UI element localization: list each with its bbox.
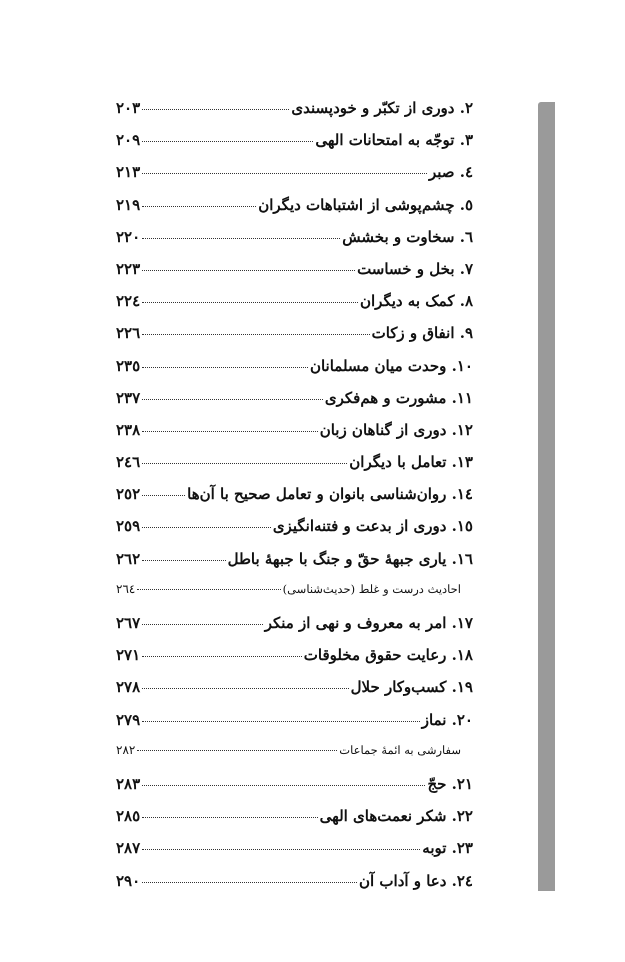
toc-entry[interactable]: [116, 678, 473, 710]
toc-entry-title: ۱۲. دوری از گناهان زبان: [319, 420, 473, 439]
dot-leader: [142, 334, 369, 335]
toc-entry[interactable]: [116, 711, 473, 743]
toc-entry-title: ۲. دوری از تکبّر و خودپسندی: [291, 99, 473, 117]
dot-leader: [142, 206, 256, 207]
dot-leader: [142, 431, 318, 432]
toc-entry-title: ۱٤. روان‌شناسی بانوان و تعامل صحیح با آن‌ها: [187, 485, 473, 504]
toc-entry-title: ۱۱. مشورت و هم‌فکری: [324, 388, 473, 407]
toc-entry-page-number: ۲٦۲: [116, 549, 141, 568]
toc-entry[interactable]: [116, 163, 473, 195]
toc-entry-title: ۳. توجّه به امتحانات الهی: [315, 131, 473, 150]
toc-entry-title: ۲۰. نماز: [421, 710, 473, 729]
toc-subentry[interactable]: [116, 582, 473, 614]
toc-entry-title: ۸. کمک به دیگران: [359, 292, 473, 311]
toc-entry[interactable]: [116, 517, 473, 549]
dot-leader: [142, 688, 348, 689]
toc-entry-title: ۱۷. امر به معروف و نهی از منکر: [264, 614, 473, 632]
toc-entry-page-number: ۲۷۸: [116, 678, 141, 697]
page-edge-bar: [538, 102, 555, 891]
toc-entry-title: ۱۹. کسب‌وکار حلال: [350, 678, 473, 697]
toc-entry-title: ۲۱. حجّ: [427, 774, 473, 793]
toc-entry-title: ٦. سخاوت و بخشش: [342, 227, 473, 246]
toc-entry-page-number: ۲۳٥: [116, 356, 141, 375]
toc-entry-title: ۷. بخل و خساست: [357, 259, 473, 278]
toc-entry-title: سفارشی به ائمهٔ جماعات: [339, 742, 461, 757]
dot-leader: [137, 750, 337, 751]
toc-entry[interactable]: [116, 614, 473, 646]
toc-entry-page-number: ۲۲٦: [116, 324, 141, 343]
dot-leader: [142, 463, 347, 464]
toc-entry-page-number: ۲۸۷: [116, 839, 141, 858]
toc-entry[interactable]: [116, 550, 473, 582]
toc-entry[interactable]: [116, 872, 473, 904]
toc-entry-page-number: ۲٤٦: [116, 453, 141, 472]
toc-entry[interactable]: [116, 389, 473, 421]
dot-leader: [142, 238, 340, 239]
toc-entry[interactable]: [116, 839, 473, 871]
dot-leader: [142, 399, 323, 400]
toc-entry[interactable]: [116, 485, 473, 517]
toc-entry-page-number: ۲۲٤: [116, 292, 141, 311]
table-of-contents: [116, 99, 473, 904]
toc-entry-title: ۱٥. دوری از بدعت و فتنه‌انگیزی: [272, 517, 473, 536]
toc-entry-page-number: ۲۱۹: [116, 195, 141, 214]
toc-entry-title: ۱۳. تعامل با دیگران: [349, 453, 473, 472]
toc-entry[interactable]: [116, 228, 473, 260]
dot-leader: [142, 560, 225, 561]
toc-entry-title: ۱۰. وحدت میان مسلمانان: [309, 356, 473, 375]
toc-entry-title: ٤. صبر: [428, 163, 473, 182]
dot-leader: [142, 785, 425, 786]
toc-entry-page-number: ۲۱۳: [116, 163, 141, 182]
toc-entry[interactable]: [116, 453, 473, 485]
toc-entry[interactable]: [116, 646, 473, 678]
toc-entry-page-number: ۲۳۷: [116, 388, 141, 407]
toc-entry-title: ۱٦. یاری جبههٔ حقّ و جنگ با جبههٔ باطل: [227, 549, 473, 568]
toc-entry-page-number: ۲۸٥: [116, 807, 141, 826]
toc-entry-title: ۲۲. شکر نعمت‌های الهی: [319, 807, 473, 826]
toc-entry-page-number: ۲۸۳: [116, 774, 141, 793]
toc-entry[interactable]: [116, 357, 473, 389]
toc-entry[interactable]: [116, 324, 473, 356]
toc-entry[interactable]: [116, 292, 473, 324]
dot-leader: [142, 141, 313, 142]
toc-entry-title: ٥. چشم‌پوشی از اشتباهات دیگران: [258, 195, 473, 214]
toc-entry-page-number: ۲۸۲: [116, 742, 136, 757]
dot-leader: [142, 270, 355, 271]
toc-entry[interactable]: [116, 807, 473, 839]
toc-entry-page-number: ۲٥۹: [116, 517, 141, 536]
dot-leader: [142, 173, 427, 174]
toc-entry-page-number: ۲٥۲: [116, 485, 141, 504]
toc-entry-page-number: ۲۳۸: [116, 420, 141, 439]
dot-leader: [142, 367, 308, 368]
toc-entry-title: ۲٤. دعا و آداب آن: [359, 871, 473, 890]
toc-entry-page-number: ۲٦۷: [116, 614, 141, 632]
toc-entry-page-number: ۲٦٤: [116, 581, 136, 596]
toc-subentry[interactable]: [116, 743, 473, 775]
dot-leader: [142, 817, 317, 818]
toc-entry[interactable]: [116, 131, 473, 163]
dot-leader: [142, 109, 289, 110]
dot-leader: [137, 589, 280, 590]
toc-entry-page-number: ۲۲۰: [116, 227, 141, 246]
toc-entry-page-number: ۲۰۹: [116, 131, 141, 150]
dot-leader: [142, 495, 185, 496]
toc-entry-title: ۹. انفاق و زکات: [371, 324, 473, 343]
toc-entry-title: ۲۳. توبه: [422, 839, 473, 858]
toc-entry[interactable]: [116, 421, 473, 453]
toc-entry-page-number: ۲۷۱: [116, 646, 141, 665]
dot-leader: [142, 656, 302, 657]
toc-entry[interactable]: [116, 775, 473, 807]
dot-leader: [142, 849, 420, 850]
toc-entry-title: ۱۸. رعایت حقوق مخلوقات: [303, 646, 473, 665]
dot-leader: [142, 882, 357, 883]
toc-entry-title: احادیث درست و غلط (حدیث‌شناسی): [282, 581, 461, 596]
dot-leader: [142, 527, 271, 528]
toc-entry-page-number: ۲۰۳: [116, 99, 141, 117]
dot-leader: [142, 624, 263, 625]
toc-entry[interactable]: [116, 196, 473, 228]
toc-entry-page-number: ۲۹۰: [116, 871, 141, 890]
toc-entry-page-number: ۲۷۹: [116, 710, 141, 729]
toc-entry[interactable]: [116, 99, 473, 131]
dot-leader: [142, 302, 358, 303]
toc-entry-page-number: ۲۲۳: [116, 259, 141, 278]
dot-leader: [142, 721, 420, 722]
toc-entry[interactable]: [116, 260, 473, 292]
